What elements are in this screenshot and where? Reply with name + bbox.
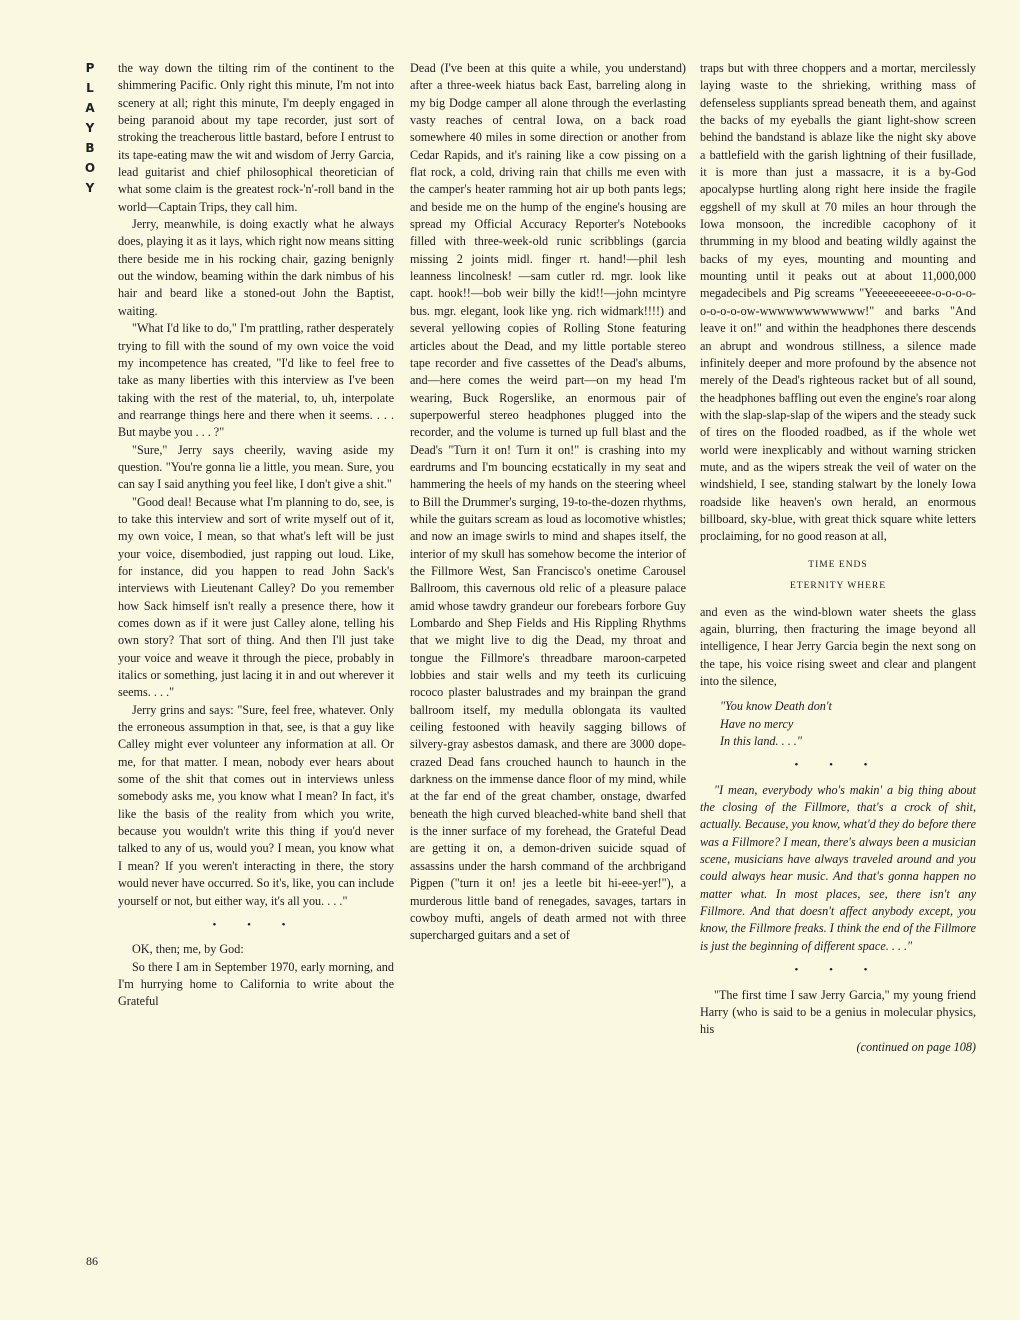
paragraph: "The first time I saw Jerry Garcia," my young friend Harry (who is said to be a genius in molecular physics, his [700, 987, 976, 1037]
billboard-line: TIME ENDS [808, 559, 868, 570]
billboard-line: ETERNITY WHERE [789, 580, 887, 591]
lyric [720, 698, 976, 750]
italic-quote: "I mean, everybody who's makin' a big thing about the closing of the Fillmore, that's a crock of shit, actually. Because, you know, what'd they do before there was a Fillmore? I mean, there's always been a musician scene, musicians have always traveled around and you could always hear music. And that's gonna happen no matter what. In most places, see, there isn't any Fillmore. And that doesn't affect anybody except, you know, the Fillmore freaks. I think the end of the Fillmore is just the beginning of different space. . . ." [700, 782, 976, 953]
lyric-line: "You know Death don't [720, 699, 832, 714]
masthead [80, 58, 100, 198]
masthead-letter: A [85, 101, 95, 115]
continued-note: (continued on page 108) [856, 1039, 976, 1054]
column-1 [118, 60, 394, 1011]
section-break: • • • [794, 759, 882, 772]
masthead-letter: B [85, 141, 95, 155]
masthead-letter: O [84, 161, 96, 175]
lyric-line: In this land. . . ." [720, 734, 802, 749]
paragraph: traps but with three choppers and a mortar, mercilessly laying waste to the shrieking, writhing mass of defenseless suppliants spread beneath them, and against the backs of my eyeballs the giant light-show screen behind the bandstand is ablaze like the night sky above a battlefield with the garish lightning of their fusillade, it is more than just a massacre, it is a by-God apocalypse hurtling along right here inside the fragile eggshell of my skull at 70 miles an hour through the Iowa monsoon, the incredible cacophony of it thrumming in my blood and beating wildly against the backs of my eyes, mounting and mounting and mounting until it peaks out at about 11,000,000 megadecibels and Pig screams "Yeeeeeeeeeee-o-o-o-o-o-o-o-o-ow-wwwwwwwwwwww!" and barks "And leave it on!" and within the headphones there descends an abrupt and wondrous stillness, a silence made infinitely deeper and more profound by the absence not merely of the Dead's righteous racket but of all sound, the headphones baffling out even the engine's roar along with the slap-slap-slap of the wipers and the steady suck of tires on the flooded roadbed, as if the whole wet world were inexplicably and without warning stricken mute, and as the wipers streak the veil of water on the windshield, I see, standing stalwart by the lonely Iowa roadside like heaven's own herald, an enormous billboard, sky-blue, with great thick square white letters proclaiming, for no good reason at all, [700, 61, 976, 544]
paragraph: Jerry, meanwhile, is doing exactly what he always does, playing it as it lays, which right now means sitting there beside me in his rocking chair, gazing benignly out the window, beaming within the dark nimbus of his hair and beard like a stoned-out John the Baptist, waiting. [118, 217, 394, 318]
paragraph: the way down the tilting rim of the continent to the shimmering Pacific. Only right this minute, I'm not into scenery at all; right this minute, I'm deeply engaged in being paranoid about my tape recorder, just sort of stroking the treacherous little bastard, before I entrust to its tape-eating maw the wit and wisdom of Jerry Garcia, lead guitarist and chief philosophical theoretician of what some claim is the greatest rock-'n'-roll band in the world—Captain Trips, they call him. [118, 61, 394, 214]
page-number: 86 [86, 1254, 98, 1268]
paragraph: and even as the wind-blown water sheets the glass again, blurring, then fracturing the image beyond all intelligence, I hear Jerry Garcia begin the next song on the tape, his voice rising sweet and clear and plangent into the silence, [700, 604, 976, 688]
masthead-letter: Y [85, 121, 95, 135]
column-2 [410, 60, 686, 945]
paragraph: "Good deal! Because what I'm planning to do, see, is to take this interview and sort of write myself out of it, my own voice, I mean, so that what's left will be just your voice, disembodied, just rapping out loud. Like, for instance, did you happen to read John Sack's interviews with Lieutenant Calley? Do you remember how Sack himself isn't really a presence there, how it comes down as if it were just Calley alone, telling his own story? That sort of thing. And then I'll just take your voice and weave it through the piece, probably in italics or something, just lacing it in and out wherever it seems. . . ." [118, 494, 394, 700]
paragraph: So there I am in September 1970, early morning, and I'm hurrying home to California to write about the Grateful [118, 959, 394, 1009]
lyric-line: Have no mercy [720, 716, 794, 731]
section-break: • • • [212, 918, 300, 931]
column-3 [700, 60, 976, 1056]
paragraph: "Sure," Jerry says cheerily, waving aside my question. "You're gonna lie a little, you mean. Sure, you can say I said anything you feel like, I don't give a shit." [118, 442, 394, 492]
paragraph: OK, then; me, by God: [132, 942, 244, 957]
paragraph: "What I'd like to do," I'm prattling, rather desperately trying to fill with the sound of my own voice the void my incompetence has created, "I'd like to feel free to take as many liberties with this interview as I've been taking with the rest of the material, to, uh, interpolate and rearrange things here and there when it seems. . . . But maybe you . . . ?" [118, 321, 394, 440]
masthead-letter: L [86, 81, 94, 95]
paragraph: Dead (I've been at this quite a while, you understand) after a three-week hiatus back East, barreling along in my big Dodge camper all alone through the everlasting vasty reaches of central Iowa, on a back road somewhere 40 miles in some direction or another from Cedar Rapids, and it's raining like a cow pissing on a flat rock, a cold, driving rain that chills me even with the camper's heater ramming hot air up both pants legs; and beside me on the hump of the engine's housing are spread my Official Accuracy Reporter's Notebooks filled with three-week-old runic scribblings (garcia missing 2 joints midl. finger rt. hand!—phil lesh leanness lincolnesk! —sam cutler rd. mgr. look like capt. hook!!—bob weir billy the kid!!—john mcintyre bus. mgr. elegant, look like yng. rich widmark!!!!) and several yellowing copies of Rolling Stone featuring articles about the Dead, and my little portable stereo tape recorder and five cassettes of the Dead's albums, and—here comes the weird part—on my head I'm wearing, Buck Rogerslike, an enormous pair of superpowerful stereo headphones plugged into the recorder, and the volume is turned up full blast and the Dead's "Turn it on! Turn it on!" is crashing into my eardrums and I'm bouncing ecstatically in my seat and hammering the heels of my hands on the steering wheel to Bill the Drummer's surging, 19-to-the-dozen rhythms, while the guitars scream as loud as locomotive whistles; and now an image swirls to mind and shapes itself, the interior of my skull has somehow become the interior of the Fillmore West, San Francisco's onetime Carousel Ballroom, this cavernous old relic of a pleasure palace amid whose tawdry grandeur our forebears forbore Guy Lombardo and Shep Fields and His Rippling Rhythms that we might live to dig the Dead, my throat and tongue the Fillmore's threadbare maroon-carpeted lobbies and stair wells and my teeth its curlicuing rococo plaster balustrades and my brainpan the grand ballroom itself, my medulla oblongata its vaulted ceiling festooned with heavily sagging billows of silvery-gray asbestos damask, and there are 3000 dope-crazed Dead fans crouched haunch to haunch in the darkness on the immense dance floor of my mind, while at the far end of the great chamber, onstage, dwarfed beneath the high curved bleached-white band shell that is the inner surface of my forehead, the Grateful Dead are getting it on, a demon-driven suicide squad of assassins under the harsh command of the archbrigand Pigpen ("turn it on! jes a leetle bit hi-eee-yer!"), a murderous little band of renegades, savages, tartars in cowboy mufti, angels of death armed not with three supercharged guitars and a set of [410, 61, 686, 943]
masthead-letter: Y [85, 181, 95, 195]
masthead-letter: P [85, 61, 95, 75]
section-break: • • • [794, 964, 882, 977]
paragraph: Jerry grins and says: "Sure, feel free, whatever. Only the erroneous assumption in that, see, is that a guy like Calley might ever volunteer any information at all. Or me, for that matter. I mean, nobody ever hears about some of the shit that comes out in interviews unless somebody asks me, you know what I mean? In fact, it's like the basis of the reality from which you write, because you wouldn't write this thing if you'd never talked to any of us, would you? I mean, you know what I mean? If you weren't interacting in there, the story would never have occurred. So it's, like, you can include yourself or not, but either way, it's all you. . . ." [118, 702, 394, 908]
